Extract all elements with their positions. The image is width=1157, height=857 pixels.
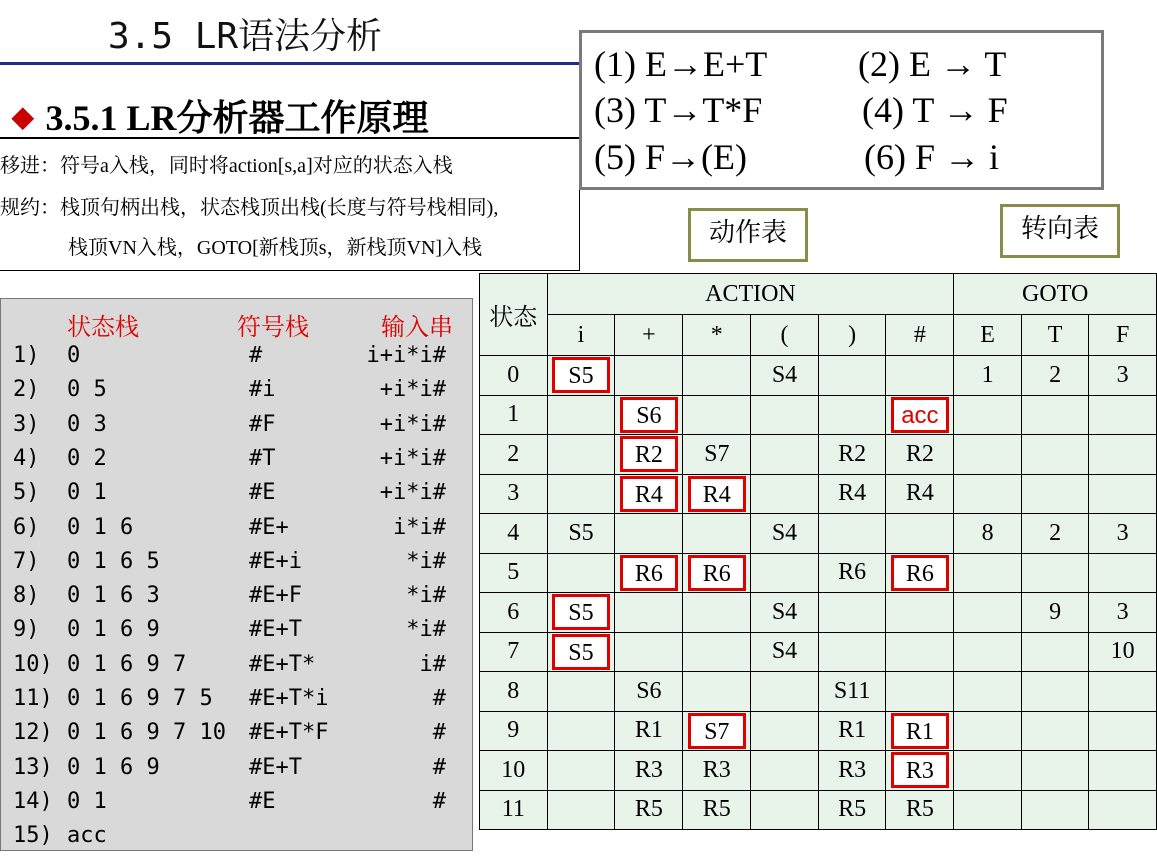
grammar-box [579, 30, 1104, 190]
production-4: (4) T → F [862, 90, 1008, 130]
action-cell [886, 593, 954, 633]
action-col-header: ) [818, 315, 886, 356]
state-cell: 6 [480, 593, 548, 633]
input-string-header: 输入串 [381, 313, 453, 341]
highlighted-action: S5 [552, 634, 610, 670]
state-stack-value: 0 1 [67, 788, 107, 814]
action-cell [547, 632, 615, 672]
action-cell [886, 395, 954, 435]
goto-cell: 3 [1089, 593, 1157, 633]
action-cell [818, 395, 886, 435]
action-cell [683, 514, 751, 554]
goto-cell [1021, 672, 1088, 712]
trace-row [1, 549, 474, 583]
action-cell [683, 395, 751, 435]
state-cell: 4 [480, 514, 548, 554]
action-cell [615, 593, 683, 633]
highlighted-action: R1 [891, 713, 949, 749]
state-column-header: 状态 [480, 274, 548, 356]
table-row [480, 790, 1157, 830]
input-string-value: +i*i# [379, 445, 446, 471]
action-cell [886, 356, 954, 396]
step-number: 11) [13, 686, 53, 711]
action-cell [615, 474, 683, 514]
symbol-stack-value: #E [249, 480, 276, 506]
action-cell: S5 [547, 514, 615, 554]
input-string-value: # [432, 754, 446, 780]
step-number: 14) [13, 788, 53, 814]
action-cell: R3 [615, 751, 683, 791]
input-string-value: *i# [406, 548, 446, 574]
action-cell [547, 672, 615, 712]
goto-cell: 2 [1021, 514, 1088, 554]
input-string-value: i+i*i# [366, 343, 446, 368]
state-stack-value: 0 [67, 343, 81, 368]
step-number: 1) [13, 343, 40, 368]
goto-cell [1021, 395, 1088, 435]
symbol-stack-value: #i [249, 377, 276, 403]
symbol-stack-value: #E+i [249, 548, 302, 574]
symbol-stack-value: # [249, 343, 263, 368]
state-cell: 3 [480, 474, 548, 514]
production-1: (1) E→E+T [594, 44, 768, 84]
action-cell [615, 356, 683, 396]
action-cell [547, 553, 615, 593]
trace-row [1, 583, 474, 617]
goto-cell [1021, 632, 1088, 672]
highlighted-action: acc [891, 397, 949, 433]
trace-row [1, 617, 474, 651]
step-number: 12) [13, 720, 53, 746]
action-cell [547, 474, 615, 514]
action-cell: R3 [683, 751, 751, 791]
input-string-value: # [432, 686, 446, 711]
action-cell: S6 [615, 672, 683, 712]
input-string-value: +i*i# [379, 411, 446, 437]
action-col-header: i [547, 315, 615, 356]
action-cell [751, 672, 819, 712]
section-heading [12, 90, 429, 141]
trace-row [1, 789, 474, 823]
action-cell [547, 395, 615, 435]
table-row [480, 751, 1157, 791]
goto-col-header: F [1089, 315, 1157, 356]
state-cell: 10 [480, 751, 548, 791]
symbol-stack-value: #E+T [249, 617, 302, 643]
production-3: (3) T→T*F [594, 90, 763, 130]
state-cell: 11 [480, 790, 548, 830]
highlighted-action: R4 [620, 476, 678, 512]
lr-parsing-table [479, 273, 1157, 830]
reduce-explanation-2: 栈顶VN入栈，GOTO[新栈顶s，新栈顶VN]入栈 [68, 237, 483, 259]
symbol-stack-value: #E+T* [249, 651, 316, 677]
action-col-header: ( [751, 315, 819, 356]
action-cell [818, 356, 886, 396]
highlighted-action: R6 [891, 555, 949, 591]
symbol-stack-value: #T [249, 445, 276, 471]
table-row [480, 632, 1157, 672]
symbol-stack-value: #E+T*i [249, 686, 329, 711]
action-cell: S4 [751, 632, 819, 672]
action-cell [818, 514, 886, 554]
goto-cell [954, 593, 1021, 633]
goto-cell [1021, 474, 1088, 514]
title-rule [0, 62, 580, 65]
trace-row [1, 446, 474, 480]
goto-cell [954, 474, 1021, 514]
highlighted-action: S6 [620, 397, 678, 433]
shift-explanation: 移进：符号a入栈，同时将action[s,a]对应的状态入栈 [0, 155, 453, 177]
action-cell [615, 435, 683, 475]
trace-row [1, 377, 474, 411]
state-stack-value: 0 3 [67, 411, 107, 437]
action-cell [683, 474, 751, 514]
page-title: 3.5 LR语法分析 [108, 16, 383, 57]
table-row [480, 672, 1157, 712]
table-row [480, 395, 1157, 435]
trace-row [1, 755, 474, 789]
step-number: 9) [13, 617, 40, 643]
goto-cell: 8 [954, 514, 1021, 554]
action-col-header: # [886, 315, 954, 356]
goto-cell: 3 [1089, 356, 1157, 396]
goto-cell [1021, 751, 1088, 791]
input-string-value: +i*i# [379, 377, 446, 403]
action-cell [818, 632, 886, 672]
goto-cell [1089, 672, 1157, 712]
symbol-stack-header: 符号栈 [237, 313, 309, 341]
goto-header: GOTO [954, 274, 1157, 315]
table-row [480, 474, 1157, 514]
goto-cell [954, 751, 1021, 791]
trace-row [1, 343, 474, 377]
production-5: (5) F→(E) [594, 137, 747, 177]
action-cell [886, 553, 954, 593]
goto-cell [1089, 751, 1157, 791]
highlighted-action: S5 [552, 357, 610, 393]
goto-cell [1089, 711, 1157, 751]
highlighted-action: R3 [891, 752, 949, 788]
action-cell: R4 [886, 474, 954, 514]
action-cell [683, 711, 751, 751]
action-cell [615, 632, 683, 672]
goto-cell [954, 395, 1021, 435]
trace-row [1, 515, 474, 549]
input-string-value: # [432, 788, 446, 814]
state-stack-value: 0 1 6 9 7 10 [67, 720, 226, 746]
state-stack-value: 0 1 6 9 7 [67, 651, 187, 677]
diamond-bullet-icon: ◆ [12, 102, 34, 133]
step-number: 7) [13, 548, 40, 574]
state-stack-value: 0 1 6 [67, 514, 134, 540]
goto-col-header: T [1021, 315, 1088, 356]
trace-row [1, 480, 474, 514]
action-cell [547, 751, 615, 791]
state-stack-value: 0 1 6 5 [67, 548, 160, 574]
step-number: 15) [13, 823, 53, 849]
trace-row [1, 412, 474, 446]
reduce-explanation-1: 规约：栈顶句柄出栈，状态栈顶出栈(长度与符号栈相同), [0, 197, 499, 219]
action-cell: R2 [886, 435, 954, 475]
step-number: 6) [13, 514, 40, 540]
trace-row [1, 720, 474, 754]
table-row [480, 711, 1157, 751]
action-cell [886, 514, 954, 554]
symbol-stack-value: #E+F [249, 583, 302, 609]
action-cell [683, 553, 751, 593]
goto-cell [954, 790, 1021, 830]
symbol-stack-value: #F [249, 411, 276, 437]
action-cell [683, 356, 751, 396]
action-col-header: + [615, 315, 683, 356]
production-2: (2) E → T [858, 44, 1007, 84]
trace-row [1, 823, 474, 857]
action-cell: R1 [818, 711, 886, 751]
action-cell: R5 [615, 790, 683, 830]
action-cell [751, 711, 819, 751]
table-row [480, 356, 1157, 396]
step-number: 8) [13, 583, 40, 609]
symbol-stack-value: #E+ [249, 514, 289, 540]
state-cell: 1 [480, 395, 548, 435]
state-cell: 8 [480, 672, 548, 712]
state-stack-value: 0 1 6 9 [67, 754, 160, 780]
goto-cell [1089, 474, 1157, 514]
state-stack-value: 0 1 6 9 7 5 [67, 686, 213, 711]
input-string-value: *i# [406, 617, 446, 643]
goto-cell [1089, 435, 1157, 475]
parse-trace-panel [0, 298, 473, 851]
table-row [480, 514, 1157, 554]
input-string-value: +i*i# [379, 480, 446, 506]
action-cell: R5 [886, 790, 954, 830]
goto-cell: 9 [1021, 593, 1088, 633]
goto-cell [954, 672, 1021, 712]
action-cell [818, 593, 886, 633]
highlighted-action: R2 [620, 436, 678, 472]
action-cell [615, 395, 683, 435]
goto-cell [1089, 395, 1157, 435]
state-cell: 2 [480, 435, 548, 475]
explanation-box [0, 139, 580, 271]
action-cell [751, 395, 819, 435]
table-row [480, 553, 1157, 593]
state-stack-value: 0 1 [67, 480, 107, 506]
action-cell: S4 [751, 593, 819, 633]
action-col-header: * [683, 315, 751, 356]
action-cell: R5 [818, 790, 886, 830]
goto-cell [1021, 435, 1088, 475]
state-stack-value: acc [67, 823, 107, 849]
state-stack-value: 0 5 [67, 377, 107, 403]
symbol-stack-value: #E+T [249, 754, 302, 780]
action-table-label: 动作表 [688, 208, 808, 262]
action-cell: R1 [615, 711, 683, 751]
step-number: 4) [13, 445, 40, 471]
production-6: (6) F → i [864, 137, 999, 177]
goto-cell [1021, 790, 1088, 830]
action-cell: S4 [751, 356, 819, 396]
action-cell: R6 [818, 553, 886, 593]
action-cell [751, 435, 819, 475]
action-cell [547, 790, 615, 830]
action-cell: R3 [818, 751, 886, 791]
state-cell: 7 [480, 632, 548, 672]
trace-row [1, 686, 474, 720]
state-stack-value: 0 1 6 3 [67, 583, 160, 609]
action-cell [886, 751, 954, 791]
goto-col-header: E [954, 315, 1021, 356]
step-number: 3) [13, 411, 40, 437]
goto-table-label: 转向表 [1000, 204, 1120, 258]
state-stack-value: 0 1 6 9 [67, 617, 160, 643]
action-cell: R4 [818, 474, 886, 514]
table-row [480, 435, 1157, 475]
goto-cell [1089, 790, 1157, 830]
goto-cell: 10 [1089, 632, 1157, 672]
highlighted-action: R6 [620, 555, 678, 591]
action-cell [683, 593, 751, 633]
action-cell [547, 593, 615, 633]
highlighted-action: S5 [552, 594, 610, 630]
highlighted-action: R4 [688, 476, 746, 512]
highlighted-action: S7 [688, 713, 746, 749]
action-header: ACTION [547, 274, 954, 315]
action-cell [751, 790, 819, 830]
state-stack-header: 状态栈 [67, 313, 139, 341]
goto-cell [954, 711, 1021, 751]
action-cell: R2 [818, 435, 886, 475]
input-string-value: i# [419, 651, 446, 677]
table-row [480, 593, 1157, 633]
state-cell: 0 [480, 356, 548, 396]
goto-cell: 2 [1021, 356, 1088, 396]
step-number: 10) [13, 651, 53, 677]
goto-cell: 1 [954, 356, 1021, 396]
action-cell [886, 711, 954, 751]
action-cell [683, 672, 751, 712]
input-string-value: # [432, 720, 446, 746]
state-cell: 5 [480, 553, 548, 593]
action-cell: S4 [751, 514, 819, 554]
action-cell [886, 672, 954, 712]
action-cell: S11 [818, 672, 886, 712]
section-heading-text: 3.5.1 LR分析器工作原理 [45, 98, 429, 138]
highlighted-action: R6 [688, 555, 746, 591]
action-cell [751, 553, 819, 593]
state-cell: 9 [480, 711, 548, 751]
action-cell [615, 553, 683, 593]
action-cell [751, 751, 819, 791]
goto-cell [954, 553, 1021, 593]
action-cell [547, 711, 615, 751]
state-stack-value: 0 2 [67, 445, 107, 471]
action-cell [751, 474, 819, 514]
goto-cell [1089, 553, 1157, 593]
action-cell [547, 356, 615, 396]
symbol-stack-value: #E [249, 788, 276, 814]
action-cell [615, 514, 683, 554]
goto-cell: 3 [1089, 514, 1157, 554]
step-number: 5) [13, 480, 40, 506]
goto-cell [1021, 553, 1088, 593]
step-number: 13) [13, 754, 53, 780]
action-cell [886, 632, 954, 672]
symbol-stack-value: #E+T*F [249, 720, 329, 746]
action-cell [683, 632, 751, 672]
trace-row [1, 652, 474, 686]
goto-cell [1021, 711, 1088, 751]
input-string-value: i*i# [393, 514, 446, 540]
input-string-value: *i# [406, 583, 446, 609]
action-cell: S7 [683, 435, 751, 475]
action-cell: R5 [683, 790, 751, 830]
step-number: 2) [13, 377, 40, 403]
action-cell [547, 435, 615, 475]
goto-cell [954, 632, 1021, 672]
goto-cell [954, 435, 1021, 475]
